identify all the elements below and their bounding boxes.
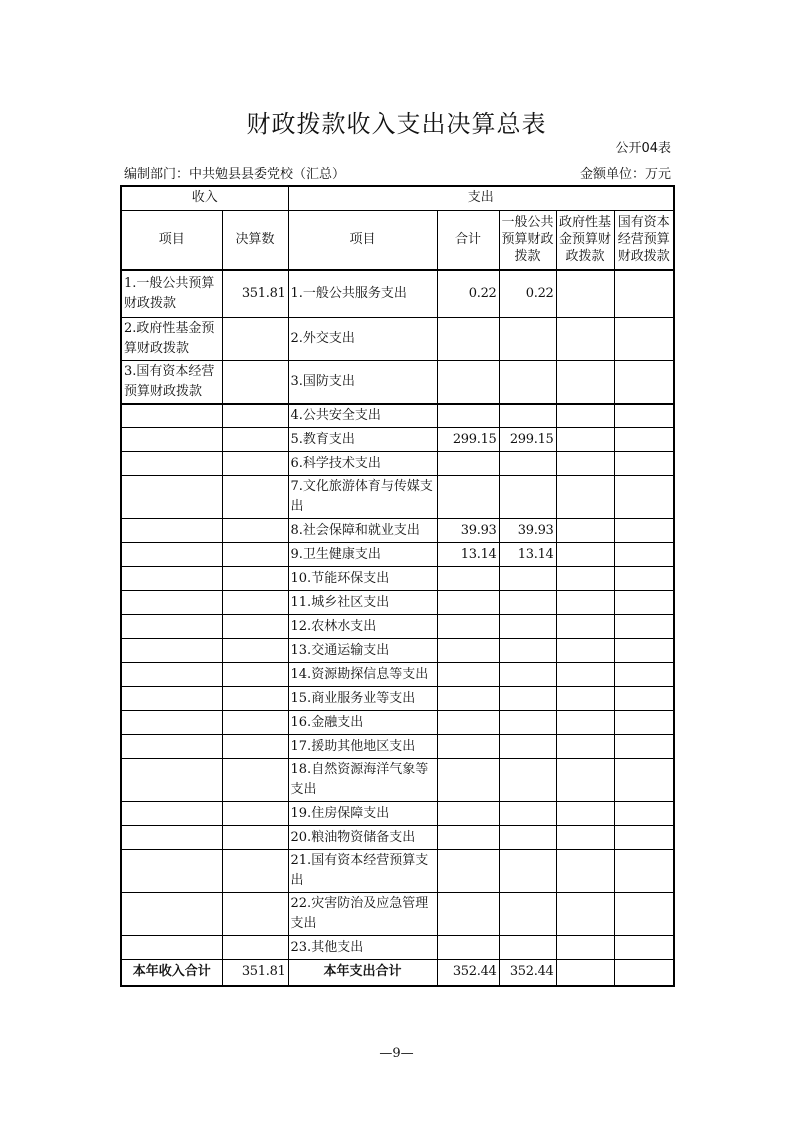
table-row (121, 452, 674, 476)
expense-item-cell: 11.城乡社区支出 (288, 591, 437, 615)
state-capital-cell (614, 567, 674, 591)
general-budget-header: 一般公共预算财政拨款 (499, 210, 556, 270)
form-number: 公开04表 (615, 141, 671, 156)
income-amount-cell (222, 735, 288, 759)
income-item-cell (121, 591, 222, 615)
expense-item-cell: 12.农林水支出 (288, 615, 437, 639)
expense-item-cell: 5.教育支出 (288, 428, 437, 452)
total-cell (437, 735, 499, 759)
table-row (121, 543, 674, 567)
expense-item-cell: 9.卫生健康支出 (288, 543, 437, 567)
gov-fund-cell (556, 317, 614, 360)
expense-item-cell: 15.商业服务业等支出 (288, 687, 437, 711)
general-budget-cell (499, 759, 556, 802)
table-row (121, 936, 674, 960)
gov-fund-cell (556, 519, 614, 543)
state-capital-cell (614, 759, 674, 802)
income-item-cell (121, 893, 222, 936)
income-amount-cell (222, 404, 288, 428)
income-amount-cell (222, 317, 288, 360)
state-capital-cell (614, 639, 674, 663)
total-cell (437, 639, 499, 663)
expense-item-cell: 7.文化旅游体育与传媒支出 (288, 476, 437, 519)
income-amount-cell (222, 893, 288, 936)
state-capital-cell (614, 543, 674, 567)
expense-item-cell: 1.一般公共服务支出 (288, 270, 437, 317)
state-capital-cell (614, 893, 674, 936)
income-item-cell (121, 404, 222, 428)
income-item-cell (121, 759, 222, 802)
general-budget-total: 352.44 (499, 960, 556, 986)
income-amount-cell (222, 476, 288, 519)
expense-item-cell: 2.外交支出 (288, 317, 437, 360)
income-item-cell (121, 615, 222, 639)
gov-fund-cell (556, 711, 614, 735)
income-item-cell (121, 687, 222, 711)
income-amount-cell (222, 639, 288, 663)
income-amount-cell (222, 802, 288, 826)
income-item-cell (121, 428, 222, 452)
gov-fund-cell (556, 360, 614, 404)
total-cell: 39.93 (437, 519, 499, 543)
gov-fund-cell (556, 270, 614, 317)
state-capital-cell (614, 428, 674, 452)
total-cell (437, 850, 499, 893)
table-row (121, 893, 674, 936)
total-header: 合计 (437, 210, 499, 270)
expense-item-cell: 13.交通运输支出 (288, 639, 437, 663)
expense-total-label: 本年支出合计 (288, 960, 437, 986)
total-cell (437, 936, 499, 960)
table-row (121, 476, 674, 519)
gov-fund-cell (556, 936, 614, 960)
state-capital-cell (614, 360, 674, 404)
table-row (121, 687, 674, 711)
general-budget-cell (499, 936, 556, 960)
expense-item-cell: 20.粮油物资储备支出 (288, 826, 437, 850)
header-row-sections (121, 186, 674, 210)
expense-item-cell: 10.节能环保支出 (288, 567, 437, 591)
table-row (121, 591, 674, 615)
expense-item-header: 项目 (288, 210, 437, 270)
income-item-cell (121, 452, 222, 476)
general-budget-cell: 13.14 (499, 543, 556, 567)
income-amount-cell (222, 759, 288, 802)
general-budget-cell (499, 802, 556, 826)
income-item-header: 项目 (121, 210, 222, 270)
gov-fund-cell (556, 802, 614, 826)
income-amount-cell (222, 711, 288, 735)
gov-fund-header: 政府性基金预算财政拨款 (556, 210, 614, 270)
income-item-cell (121, 663, 222, 687)
general-budget-cell (499, 591, 556, 615)
total-cell (437, 452, 499, 476)
gov-fund-cell (556, 428, 614, 452)
general-budget-cell (499, 687, 556, 711)
state-capital-cell (614, 850, 674, 893)
gov-fund-cell (556, 759, 614, 802)
general-budget-cell (499, 360, 556, 404)
total-cell (437, 893, 499, 936)
page-title: 财政拨款收入支出决算总表 (246, 110, 547, 138)
total-cell (437, 360, 499, 404)
general-budget-cell (499, 404, 556, 428)
total-cell (437, 476, 499, 519)
totals-row (121, 960, 674, 986)
total-cell (437, 591, 499, 615)
income-amount-cell (222, 519, 288, 543)
table-row (121, 735, 674, 759)
general-budget-cell (499, 826, 556, 850)
expense-item-cell: 21.国有资本经营预算支出 (288, 850, 437, 893)
general-budget-cell (499, 615, 556, 639)
page-number: —9— (379, 1046, 414, 1061)
expense-header: 支出 (288, 186, 674, 210)
state-capital-cell (614, 270, 674, 317)
state-capital-header: 国有资本经营预算财政拨款 (614, 210, 674, 270)
table-row (121, 360, 674, 404)
income-amount-cell (222, 360, 288, 404)
general-budget-cell (499, 476, 556, 519)
expense-item-cell: 4.公共安全支出 (288, 404, 437, 428)
state-capital-total (614, 960, 674, 986)
state-capital-cell (614, 711, 674, 735)
total-cell (437, 317, 499, 360)
table-row (121, 802, 674, 826)
total-cell (437, 404, 499, 428)
income-item-cell (121, 476, 222, 519)
table-row (121, 317, 674, 360)
state-capital-cell (614, 452, 674, 476)
table-row (121, 711, 674, 735)
state-capital-cell (614, 735, 674, 759)
state-capital-cell (614, 663, 674, 687)
gov-fund-cell (556, 452, 614, 476)
expense-item-cell: 22.灾害防治及应急管理支出 (288, 893, 437, 936)
total-cell (437, 759, 499, 802)
income-item-cell (121, 543, 222, 567)
expense-item-cell: 18.自然资源海洋气象等支出 (288, 759, 437, 802)
income-item-cell: 3.国有资本经营预算财政拨款 (121, 360, 222, 404)
total-cell (437, 826, 499, 850)
income-amount-cell (222, 936, 288, 960)
income-amount-cell (222, 663, 288, 687)
department-label: 编制部门：中共勉县县委党校（汇总） (124, 167, 346, 182)
table-row (121, 615, 674, 639)
income-item-cell: 2.政府性基金预算财政拨款 (121, 317, 222, 360)
state-capital-cell (614, 476, 674, 519)
general-budget-cell: 39.93 (499, 519, 556, 543)
income-item-cell (121, 735, 222, 759)
income-amount-cell (222, 452, 288, 476)
general-budget-cell (499, 663, 556, 687)
table-row (121, 428, 674, 452)
table-row (121, 639, 674, 663)
income-amount-cell (222, 428, 288, 452)
expense-item-cell: 16.金融支出 (288, 711, 437, 735)
expense-item-cell: 17.援助其他地区支出 (288, 735, 437, 759)
amount-unit-label: 金额单位：万元 (579, 167, 671, 182)
income-item-cell (121, 936, 222, 960)
general-budget-cell (499, 639, 556, 663)
general-budget-cell (499, 317, 556, 360)
income-amount-cell (222, 687, 288, 711)
final-amount-header: 决算数 (222, 210, 288, 270)
state-capital-cell (614, 519, 674, 543)
table-row (121, 663, 674, 687)
expense-item-cell: 19.住房保障支出 (288, 802, 437, 826)
gov-fund-cell (556, 850, 614, 893)
income-item-cell (121, 639, 222, 663)
income-item-cell (121, 826, 222, 850)
table-row (121, 567, 674, 591)
table-row (121, 270, 674, 317)
gov-fund-cell (556, 826, 614, 850)
state-capital-cell (614, 591, 674, 615)
income-amount-cell (222, 567, 288, 591)
income-amount-cell: 351.81 (222, 270, 288, 317)
total-cell (437, 615, 499, 639)
appropriation-table (120, 185, 675, 987)
gov-fund-cell (556, 735, 614, 759)
expense-item-cell: 23.其他支出 (288, 936, 437, 960)
general-budget-cell (499, 893, 556, 936)
total-cell (437, 663, 499, 687)
income-item-cell (121, 802, 222, 826)
table-row (121, 826, 674, 850)
table-row (121, 759, 674, 802)
income-item-cell (121, 567, 222, 591)
gov-fund-total (556, 960, 614, 986)
total-cell: 299.15 (437, 428, 499, 452)
total-cell: 0.22 (437, 270, 499, 317)
general-budget-cell (499, 735, 556, 759)
general-budget-cell: 299.15 (499, 428, 556, 452)
income-item-cell: 1.一般公共预算财政拨款 (121, 270, 222, 317)
header-row-columns (121, 210, 674, 270)
expense-total-amount: 352.44 (437, 960, 499, 986)
table-row (121, 519, 674, 543)
income-amount-cell (222, 543, 288, 567)
gov-fund-cell (556, 663, 614, 687)
total-cell (437, 802, 499, 826)
total-cell (437, 687, 499, 711)
state-capital-cell (614, 404, 674, 428)
general-budget-cell (499, 711, 556, 735)
state-capital-cell (614, 317, 674, 360)
general-budget-cell (499, 850, 556, 893)
total-cell (437, 711, 499, 735)
gov-fund-cell (556, 687, 614, 711)
state-capital-cell (614, 802, 674, 826)
table-row (121, 404, 674, 428)
income-total-label: 本年收入合计 (121, 960, 222, 986)
total-cell (437, 567, 499, 591)
gov-fund-cell (556, 893, 614, 936)
state-capital-cell (614, 826, 674, 850)
gov-fund-cell (556, 639, 614, 663)
table-row (121, 850, 674, 893)
gov-fund-cell (556, 543, 614, 567)
gov-fund-cell (556, 567, 614, 591)
income-amount-cell (222, 826, 288, 850)
general-budget-cell: 0.22 (499, 270, 556, 317)
income-total-amount: 351.81 (222, 960, 288, 986)
income-amount-cell (222, 591, 288, 615)
general-budget-cell (499, 452, 556, 476)
state-capital-cell (614, 936, 674, 960)
gov-fund-cell (556, 615, 614, 639)
state-capital-cell (614, 615, 674, 639)
state-capital-cell (614, 687, 674, 711)
total-cell: 13.14 (437, 543, 499, 567)
gov-fund-cell (556, 591, 614, 615)
gov-fund-cell (556, 476, 614, 519)
income-header: 收入 (121, 186, 288, 210)
expense-item-cell: 8.社会保障和就业支出 (288, 519, 437, 543)
income-item-cell (121, 711, 222, 735)
income-item-cell (121, 850, 222, 893)
income-amount-cell (222, 615, 288, 639)
gov-fund-cell (556, 404, 614, 428)
income-amount-cell (222, 850, 288, 893)
general-budget-cell (499, 567, 556, 591)
income-item-cell (121, 519, 222, 543)
expense-item-cell: 3.国防支出 (288, 360, 437, 404)
expense-item-cell: 14.资源勘探信息等支出 (288, 663, 437, 687)
expense-item-cell: 6.科学技术支出 (288, 452, 437, 476)
